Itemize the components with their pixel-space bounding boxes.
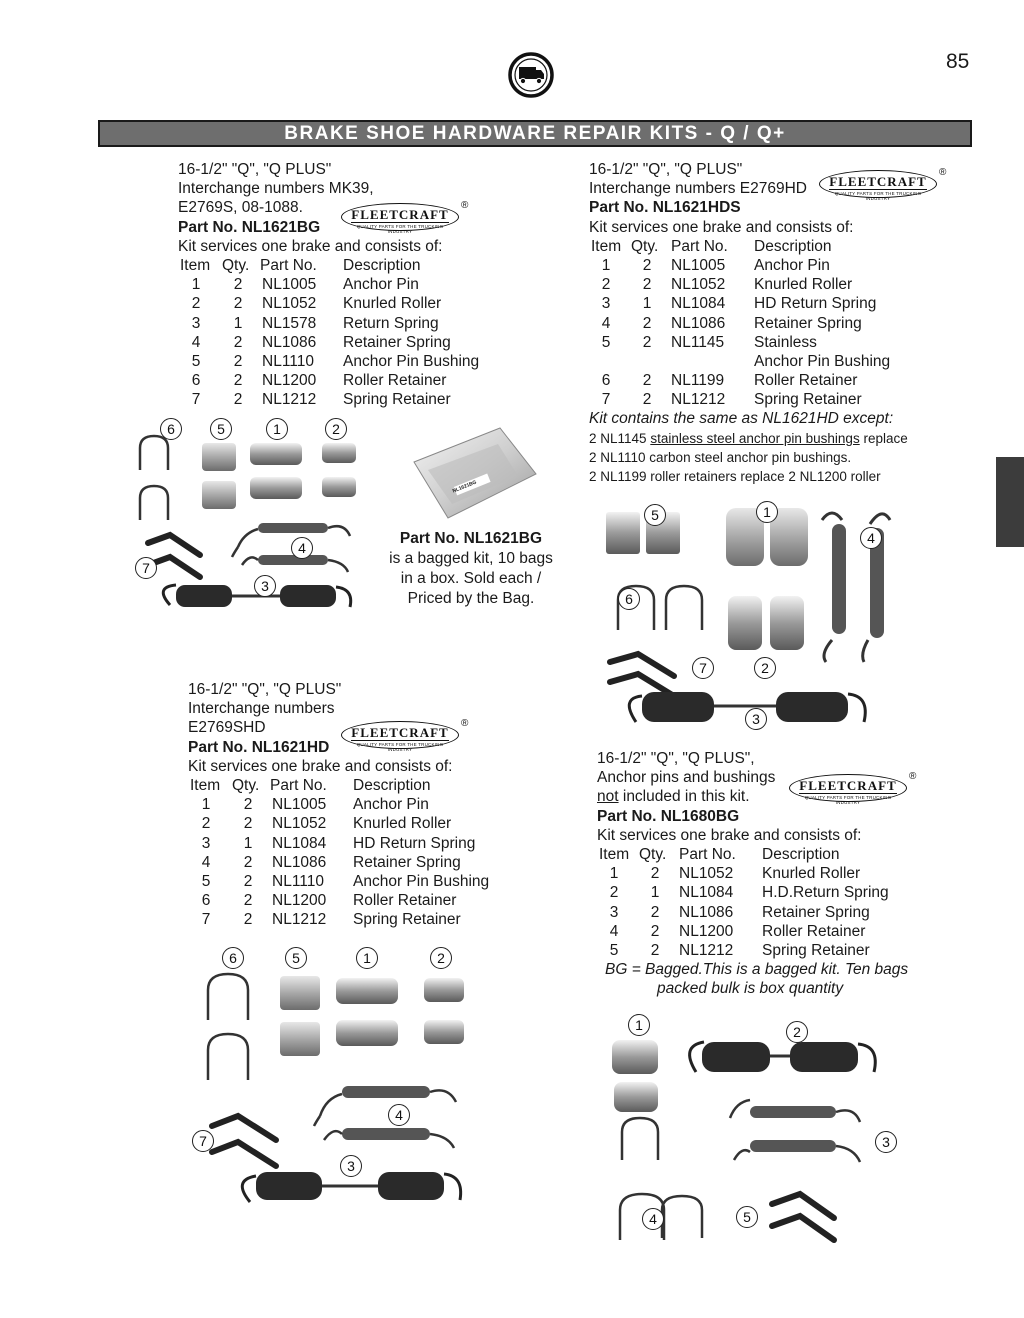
- parts-table: [188, 776, 489, 930]
- kit-services: Kit services one brake and consists of:: [178, 237, 443, 255]
- col-item: Item: [190, 776, 221, 794]
- note-text: replace: [859, 430, 908, 446]
- description: Anchor Pin: [353, 796, 429, 814]
- part-no: NL1212: [272, 911, 327, 929]
- table-row: [178, 314, 479, 333]
- qty: 2: [233, 295, 243, 313]
- callout-4: 4: [388, 1104, 410, 1126]
- callout-2: 2: [786, 1021, 808, 1043]
- callout-3: 3: [745, 708, 767, 730]
- table-row: [589, 371, 908, 390]
- callout-6: 6: [618, 588, 640, 610]
- col-qty: Qty.: [639, 845, 667, 863]
- callout-1: 1: [266, 418, 288, 440]
- bag-label: NL1621BG: [451, 479, 478, 495]
- note-underlined: stainless steel anchor pin bushings: [650, 430, 860, 446]
- col-desc: Description: [762, 845, 840, 863]
- callout-1: 1: [756, 501, 778, 523]
- part-no: NL1086: [262, 333, 317, 351]
- kit-desc-line: Interchange numbers MK39,: [178, 180, 374, 198]
- note-underlined: not: [597, 788, 619, 806]
- kit-services: Kit services one brake and consists of:: [589, 218, 854, 236]
- item-no: 4: [601, 314, 611, 332]
- callout-5: 5: [644, 504, 666, 526]
- part-no: NL1110: [272, 872, 324, 890]
- table-row: [589, 314, 908, 333]
- table-row: [188, 891, 489, 910]
- kit-services: Kit services one brake and consists of:: [597, 826, 862, 844]
- table-row: [188, 795, 489, 814]
- note-text: 2 NL1145: [589, 430, 651, 446]
- fleetcraft-logo: FLEETCRAFT QUALITY PARTS FOR THE TRUCKING INDUSTRY ®: [789, 774, 917, 804]
- callout-1: 1: [628, 1014, 650, 1036]
- qty: 2: [243, 911, 253, 929]
- col-qty: Qty.: [222, 256, 250, 274]
- description: Spring Retainer: [343, 391, 451, 409]
- item-no: 1: [601, 256, 611, 274]
- qty: 2: [650, 941, 660, 959]
- callout-3: 3: [875, 1131, 897, 1153]
- part-no: NL1145: [671, 333, 725, 351]
- section-tab: [996, 457, 1024, 547]
- kit-desc-line: 16-1/2" "Q", "Q PLUS": [178, 161, 332, 178]
- part-no: NL1212: [679, 941, 734, 959]
- qty: 1: [233, 314, 243, 332]
- item-no: 1: [201, 796, 211, 814]
- table-row: [188, 834, 489, 853]
- description: HD Return Spring: [754, 295, 877, 313]
- bag-caption-line: in a box. Sold each /: [400, 570, 542, 587]
- kit-nl1621hd: [188, 680, 489, 929]
- table-row: [178, 294, 479, 313]
- item-no: 3: [191, 314, 201, 332]
- parts-table: [589, 237, 908, 410]
- fleetcraft-logo: FLEETCRAFT QUALITY PARTS FOR THE TRUCKING INDUSTRY ®: [341, 721, 469, 751]
- bag-caption: [376, 529, 566, 609]
- part-no: NL1212: [671, 391, 726, 409]
- fleetcraft-logo: FLEETCRAFT QUALITY PARTS FOR THE TRUCKING INDUSTRY ®: [819, 170, 947, 200]
- callout-4: 4: [291, 537, 313, 559]
- item-no: 4: [609, 922, 619, 940]
- description: Knurled Roller: [343, 295, 442, 313]
- table-row: [597, 883, 908, 902]
- part-no: NL1052: [262, 295, 317, 313]
- table-row: [597, 864, 908, 883]
- col-part: Part No.: [679, 845, 736, 863]
- callout-7: 7: [692, 657, 714, 679]
- qty: 2: [233, 333, 243, 351]
- table-row: [188, 872, 489, 891]
- table-row: [589, 390, 908, 409]
- callout-4: 4: [642, 1208, 664, 1230]
- bag-caption-line: Priced by the Bag.: [407, 590, 535, 607]
- item-no: 3: [601, 295, 611, 313]
- item-no: [589, 352, 623, 371]
- part-no: NL1005: [671, 256, 726, 274]
- note-text: included in this kit.: [618, 788, 750, 806]
- callout-3: 3: [254, 575, 276, 597]
- qty: 2: [243, 796, 253, 814]
- qty: 1: [243, 834, 253, 852]
- description: Knurled Roller: [353, 815, 452, 833]
- part-no: NL1086: [679, 903, 734, 921]
- part-no: NL1084: [671, 295, 726, 313]
- part-no: NL1084: [679, 884, 734, 902]
- truck-icon: [508, 52, 554, 98]
- table-row: [589, 294, 908, 313]
- part-no: NL1086: [272, 853, 327, 871]
- description: H.D.Return Spring: [762, 884, 889, 902]
- part-number: Part No. NL1621BG: [178, 218, 321, 236]
- item-no: 5: [609, 941, 619, 959]
- kit-services: Kit services one brake and consists of:: [188, 757, 453, 775]
- qty: 2: [642, 391, 652, 409]
- table-row: [589, 352, 908, 371]
- description: Knurled Roller: [762, 865, 861, 883]
- kit-parts-photo: [180, 940, 480, 1210]
- except-note: [589, 429, 908, 448]
- col-qty: Qty.: [232, 776, 260, 794]
- description: Spring Retainer: [762, 941, 870, 959]
- item-no: 2: [191, 295, 201, 313]
- qty: 2: [642, 372, 652, 390]
- description: Retainer Spring: [754, 314, 862, 332]
- kit-desc-line: 16-1/2" "Q", "Q PLUS",: [597, 750, 755, 767]
- part-number: Part No. NL1680BG: [597, 807, 740, 825]
- kit-desc-line: Anchor pins and bushings: [597, 769, 776, 787]
- item-no: 5: [601, 333, 611, 351]
- bg-note: BG = Bagged.This is a bagged kit. Ten bags: [605, 961, 909, 979]
- callout-2: 2: [325, 418, 347, 440]
- table-row: [178, 390, 479, 409]
- item-no: 7: [191, 391, 201, 409]
- part-no: NL1578: [262, 314, 317, 332]
- col-part: Part No.: [270, 776, 327, 794]
- except-title: Kit contains the same as NL1621HD except:: [589, 410, 894, 428]
- qty: 2: [233, 372, 243, 390]
- part-no: NL1052: [679, 865, 734, 883]
- description: Anchor Pin Bushing: [343, 352, 480, 370]
- qty: 2: [243, 892, 253, 910]
- table-row: [597, 922, 908, 941]
- callout-4: 4: [860, 527, 882, 549]
- item-no: 1: [191, 276, 201, 294]
- col-qty: Qty.: [631, 237, 659, 255]
- qty: 2: [243, 853, 253, 871]
- callout-2: 2: [430, 947, 452, 969]
- callout-3: 3: [340, 1155, 362, 1177]
- table-row: [597, 941, 908, 960]
- except-note: 2 NL1199 roller retainers replace 2 NL1200 roller: [589, 469, 881, 484]
- page-title: BRAKE SHOE HARDWARE REPAIR KITS - Q / Q+: [98, 120, 972, 147]
- bagged-kit-photo: [408, 422, 540, 522]
- kit-nl1621hds: [589, 160, 908, 486]
- callout-5: 5: [285, 947, 307, 969]
- part-no: NL1199: [671, 372, 725, 390]
- description: Roller Retainer: [762, 922, 866, 940]
- description: Knurled Roller: [754, 276, 853, 294]
- description: HD Return Spring: [353, 834, 476, 852]
- callout-6: 6: [160, 418, 182, 440]
- item-no: 5: [201, 872, 211, 890]
- part-no: NL1052: [272, 815, 327, 833]
- qty: [623, 352, 671, 371]
- qty: 2: [233, 352, 243, 370]
- parts-table-header: [188, 776, 489, 795]
- description: Spring Retainer: [754, 391, 862, 409]
- description: Retainer Spring: [762, 903, 870, 921]
- item-no: 2: [601, 276, 611, 294]
- item-no: 2: [609, 884, 619, 902]
- item-no: 3: [201, 834, 211, 852]
- item-no: 2: [201, 815, 211, 833]
- parts-table: [597, 845, 908, 960]
- description: Roller Retainer: [353, 892, 457, 910]
- col-part: Part No.: [260, 256, 317, 274]
- kit-desc-line: E2769S, 08-1088.: [178, 199, 303, 217]
- except-note: 2 NL1110 carbon steel anchor pin bushings.: [589, 449, 852, 465]
- description: Anchor Pin Bushing: [754, 352, 891, 370]
- description: Anchor Pin Bushing: [353, 872, 490, 890]
- part-no: NL1086: [671, 314, 726, 332]
- callout-7: 7: [135, 557, 157, 579]
- callout-2: 2: [754, 657, 776, 679]
- kit-parts-photo: [130, 415, 370, 620]
- part-no: NL1005: [272, 796, 327, 814]
- kit-nl1621bg: [178, 160, 479, 409]
- part-no: NL1005: [262, 276, 317, 294]
- qty: 2: [243, 815, 253, 833]
- qty: 2: [233, 276, 243, 294]
- item-no: 6: [601, 372, 611, 390]
- kit-desc-line: 16-1/2" "Q", "Q PLUS": [188, 681, 342, 698]
- part-number: Part No. NL1621HD: [188, 738, 330, 756]
- table-row: [589, 256, 908, 275]
- col-desc: Description: [754, 237, 832, 255]
- description: Return Spring: [343, 314, 439, 332]
- description: Roller Retainer: [343, 372, 447, 390]
- table-row: [188, 910, 489, 929]
- table-row: [178, 352, 479, 371]
- parts-table-header: [178, 256, 479, 275]
- part-no: NL1200: [679, 922, 734, 940]
- callout-6: 6: [222, 947, 244, 969]
- part-no: NL1212: [262, 391, 317, 409]
- part-no: NL1084: [272, 834, 327, 852]
- kit-desc-line: E2769SHD: [188, 719, 266, 737]
- description: Retainer Spring: [343, 333, 451, 351]
- page-number: 85: [946, 50, 970, 73]
- bag-caption-part: Part No. NL1621BG: [399, 530, 543, 547]
- description: Roller Retainer: [754, 372, 858, 390]
- part-no: NL1110: [262, 352, 314, 370]
- qty: 2: [650, 865, 660, 883]
- item-no: 6: [201, 892, 211, 910]
- kit-desc-line: 16-1/2" "Q", "Q PLUS": [589, 161, 743, 178]
- qty: 2: [650, 903, 660, 921]
- qty: 2: [243, 872, 253, 890]
- qty: 2: [642, 276, 652, 294]
- item-no: 3: [609, 903, 619, 921]
- table-row: [589, 275, 908, 294]
- qty: 2: [233, 391, 243, 409]
- fleetcraft-logo: FLEETCRAFT QUALITY PARTS FOR THE TRUCKING INDUSTRY ®: [341, 203, 469, 233]
- item-no: 6: [191, 372, 201, 390]
- col-item: Item: [599, 845, 630, 863]
- part-no: [671, 352, 754, 371]
- table-row: [178, 275, 479, 294]
- callout-5: 5: [736, 1206, 758, 1228]
- parts-table-header: [589, 237, 908, 256]
- qty: 2: [642, 314, 652, 332]
- qty: 1: [642, 295, 652, 313]
- item-no: 1: [609, 865, 619, 883]
- col-item: Item: [591, 237, 622, 255]
- callout-7: 7: [192, 1130, 214, 1152]
- part-no: NL1200: [272, 892, 327, 910]
- description: Spring Retainer: [353, 911, 461, 929]
- callout-1: 1: [356, 947, 378, 969]
- bag-caption-line: is a bagged kit, 10 bags: [389, 550, 553, 567]
- col-part: Part No.: [671, 237, 728, 255]
- kit-desc-line: Interchange numbers: [188, 700, 335, 718]
- description: Retainer Spring: [353, 853, 461, 871]
- description: Anchor Pin: [754, 256, 830, 274]
- part-no: NL1200: [262, 372, 317, 390]
- kit-desc-line: Interchange numbers E2769HD: [589, 180, 807, 198]
- description: Anchor Pin: [343, 276, 419, 294]
- qty: 2: [642, 333, 652, 351]
- table-row: [589, 333, 908, 352]
- item-no: 7: [601, 391, 611, 409]
- col-item: Item: [180, 256, 211, 274]
- item-no: 4: [201, 853, 211, 871]
- part-number: Part No. NL1621HDS: [589, 199, 741, 217]
- qty: 2: [642, 256, 652, 274]
- bg-note: packed bulk is box quantity: [657, 980, 844, 998]
- parts-table: [178, 256, 479, 410]
- qty: 2: [650, 922, 660, 940]
- callout-5: 5: [210, 418, 232, 440]
- item-no: 4: [191, 333, 201, 351]
- part-no: NL1052: [671, 276, 726, 294]
- description: Stainless: [754, 333, 817, 351]
- table-row: [178, 333, 479, 352]
- item-no: 7: [201, 911, 211, 929]
- table-row: [188, 853, 489, 872]
- item-no: 5: [191, 352, 201, 370]
- table-row: [597, 903, 908, 922]
- qty: 1: [650, 884, 660, 902]
- table-row: [178, 371, 479, 390]
- parts-table-header: [597, 845, 908, 864]
- table-row: [188, 814, 489, 833]
- col-desc: Description: [353, 776, 431, 794]
- col-desc: Description: [343, 256, 421, 274]
